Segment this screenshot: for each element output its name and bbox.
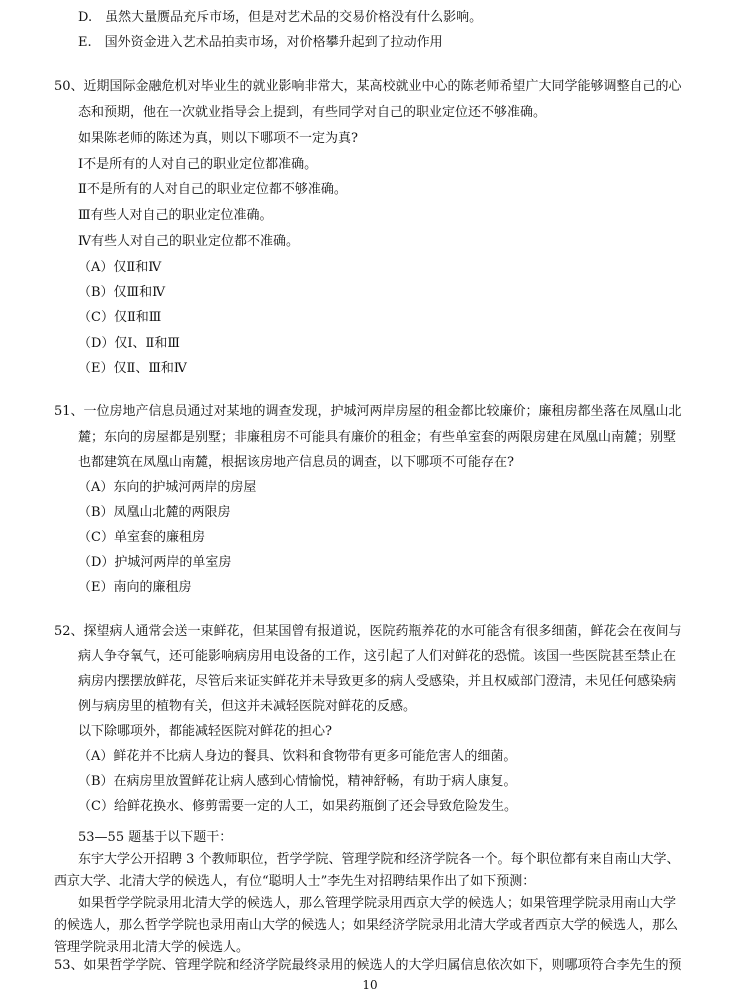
question-52-option-b: （B）在病房里放置鲜花让病人感到心情愉悦，精神舒畅，有助于病人康复。 — [78, 774, 517, 789]
option-49-d: D. 虽然大量赝品充斥市场，但是对艺术品的交易价格没有什么影响。 — [78, 10, 483, 25]
question-50-option-a: （A）仅Ⅱ和Ⅳ — [78, 260, 162, 275]
question-51-option-b: （B）凤凰山北麓的两限房 — [78, 505, 231, 520]
question-51-option-d: （D）护城河两岸的单室房 — [78, 555, 232, 570]
question-51-option-c: （C）单室套的廉租房 — [78, 530, 205, 545]
option-49-e: E. 国外资金进入艺术品拍卖市场，对价格攀升起到了拉动作用 — [78, 35, 443, 50]
page-number: 10 — [362, 978, 378, 992]
question-52-stem-line-1: 52、探望病人通常会送一束鲜花，但某国曾有报道说，医院药瓶养花的水可能含有很多细菌，鲜花会在夜间与 — [54, 624, 682, 639]
question-52-stem-line-2: 病人争夺氧气，还可能影响病房用电设备的工作，这引起了人们对鲜花的恐慌。该国一些医院甚至禁止在 — [78, 649, 677, 664]
question-52-prompt: 以下除哪项外，都能减轻医院对鲜花的担心? — [78, 724, 332, 739]
question-52-option-a: （A）鲜花并不比病人身边的餐具、饮料和食物带有更多可能危害人的细菌。 — [78, 749, 517, 764]
questions-53-55-stem-line-2: 西京大学、北清大学的候选人，有位“聪明人士”李先生对招聘结果作出了如下预测： — [54, 874, 536, 889]
questions-53-55-stem-line-5: 管理学院录用北清大学的候选人。 — [54, 940, 250, 955]
question-50-statement-3: Ⅲ有些人对自己的职业定位准确。 — [78, 208, 273, 223]
question-50-option-d: （D）仅Ⅰ、Ⅱ和Ⅲ — [78, 336, 180, 351]
question-52-stem-line-3: 病房内摆摆放鲜花，尽管后来证实鲜花并未导致更多的病人受感染，并且权威部门澄清，未见任何感染病 — [78, 674, 677, 689]
question-51-option-e: （E）南向的廉租房 — [78, 580, 192, 595]
question-51-stem-line-3: 也都建筑在凤凰山南麓，根据该房地产信息员的调查，以下哪项不可能存在? — [78, 455, 514, 470]
questions-53-55-stem-line-1: 东宇大学公开招聘 3 个教师职位，哲学学院、管理学院和经济学院各一个。每个职位都有来自南山大学、 — [78, 852, 680, 867]
question-52-stem-line-4: 例与病房里的植物有关，但这并未减轻医院对鲜花的反感。 — [78, 699, 417, 714]
question-50-option-b: （B）仅Ⅲ和Ⅳ — [78, 285, 166, 300]
question-50-option-c: （C）仅Ⅱ和Ⅲ — [78, 310, 162, 325]
questions-53-55-heading: 53—55 题基于以下题干： — [78, 830, 233, 845]
question-51-stem-line-2: 麓；东向的房屋都是别墅；非廉租房不可能具有廉价的租金；有些单室套的两限房建在凤凰山南麓；别墅 — [78, 430, 677, 445]
questions-53-55-stem-line-4: 的候选人，那么哲学学院也录用南山大学的候选人；如果经济学院录用北清大学或者西京大学的候选人，那么 — [54, 918, 679, 933]
question-50-statement-1: Ⅰ不是所有的人对自己的职业定位都准确。 — [78, 157, 318, 172]
questions-53-55-stem-line-3: 如果哲学学院录用北清大学的候选人，那么管理学院录用西京大学的候选人；如果管理学院录用南山大学 — [78, 896, 677, 911]
question-52-option-c: （C）给鲜花换水、修剪需要一定的人工，如果药瓶倒了还会导致危险发生。 — [78, 799, 517, 814]
question-53-stem-line-1: 53、如果哲学学院、管理学院和经济学院最终录用的候选人的大学归属信息依次如下，则哪项符合李先生的预 — [54, 958, 682, 973]
question-50-stem-line-2: 态和预期，他在一次就业指导会上提到，有些同学对自己的职业定位还不够准确。 — [78, 105, 547, 120]
question-50-statement-2: Ⅱ不是所有的人对自己的职业定位都不够准确。 — [78, 182, 347, 197]
question-50-statement-4: Ⅳ有些人对自己的职业定位都不准确。 — [78, 234, 299, 249]
question-50-option-e: （E）仅Ⅱ、Ⅲ和Ⅳ — [78, 361, 187, 376]
question-51-option-a: （A）东向的护城河两岸的房屋 — [78, 480, 257, 495]
question-50-prompt: 如果陈老师的陈述为真，则以下哪项不一定为真? — [78, 131, 358, 146]
question-51-stem-line-1: 51、一位房地产信息员通过对某地的调查发现，护城河两岸房屋的租金都比较廉价；廉租房都坐落在凤凰山北 — [54, 404, 682, 419]
question-50-stem-line-1: 50、近期国际金融危机对毕业生的就业影响非常大，某高校就业中心的陈老师希望广大同学能够调整自己的心 — [54, 79, 682, 94]
